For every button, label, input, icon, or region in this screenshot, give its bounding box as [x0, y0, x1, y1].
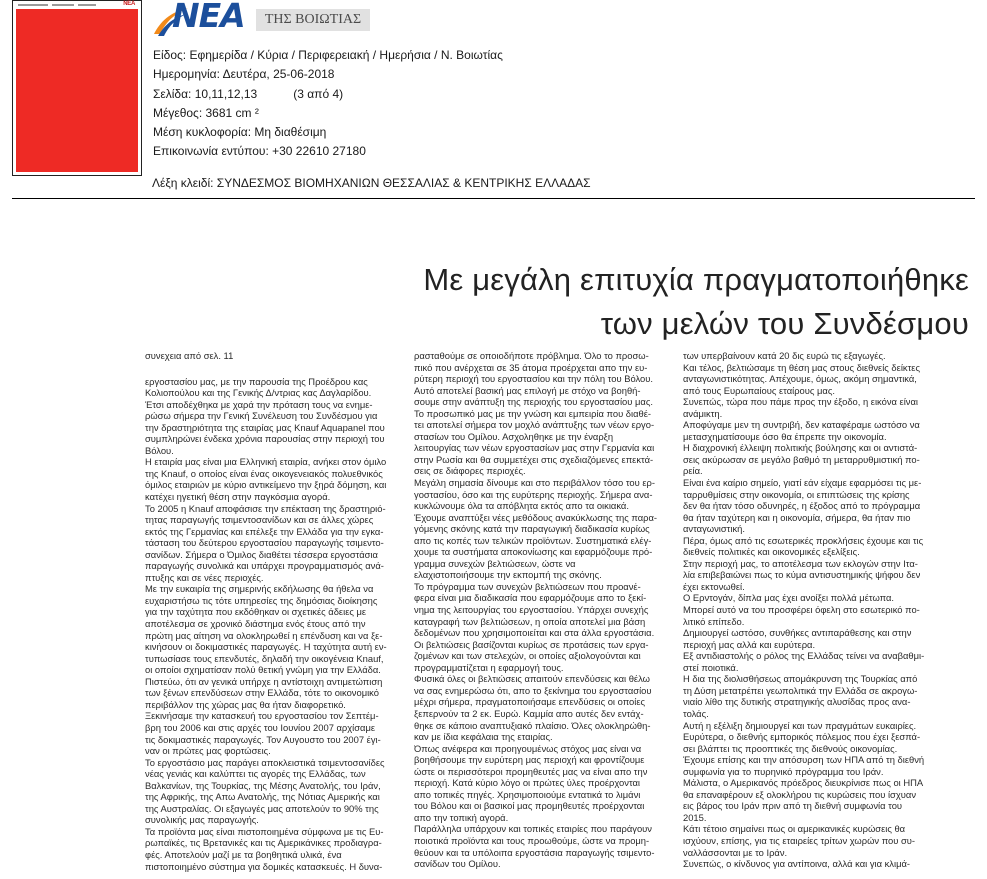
- article-column-1: [145, 350, 407, 879]
- article-text-line: της Αφρικής, της Απω Ανατολής, της Νότιας Αμερικής και: [145, 791, 380, 803]
- article-text-line: προγραμματίζεται η εφαρμογή τους.: [414, 661, 564, 673]
- article-text-line: γραμμα συνεχών βελτιώσεων, ώστε να: [414, 557, 576, 569]
- article-text-line: Ευρύτερα, ο διεθνής εμπορικός πόλεμος που έχει ξεσπά-: [683, 731, 921, 743]
- article-text-line: βοηθήσουμε την ευρύτερη μας περιοχή και φροντίζουμε: [414, 754, 645, 766]
- article-text-line: Το 2005 η Knauf αποφάσισε την επέκταση της δραστηριό-: [145, 502, 386, 514]
- article-text-line: ισχύουν, επίσης, για τις εταιρείες τρίτων χωρών που συ-: [683, 834, 916, 846]
- article-text-line: περιβάλλον της χώρας μας θα ήταν διαφορετικό.: [145, 698, 346, 710]
- article-text-line: Το προσωπικό μας με την γνώση και εμπειρία που διαθέ-: [414, 407, 652, 419]
- article-text-line: θεύουν και τα υπόλοιπα εργοστάσια παραγωγής τσιμεντο-: [414, 846, 655, 858]
- page-thumbnail[interactable]: [12, 0, 142, 176]
- article-text-line: εις βάρος του Ιράν πριν από τη διεθνή συμφωνία του: [683, 800, 903, 812]
- article-text-line: εκτός της Γερμανίας και επέλεξε την Ελλάδα για την εγκα-: [145, 525, 384, 537]
- meta-pages: [153, 85, 503, 104]
- article-text-line: κυκλώνουμε όλα τα απόβλητα εκτός απο τα οικιακά.: [414, 500, 629, 512]
- article-text-line: στασίων του Ομίλου. Ασχοληθηκε με την έναρξη: [414, 430, 614, 442]
- article-text-line: σουμε στην ανάπτυξη της περιοχής του εργοστασίου μας.: [414, 396, 653, 408]
- article-text-line: Πέρα, όμως από τις εσωτερικές προκλήσεις έχουμε και τις: [683, 534, 924, 546]
- article-text-line: εργοστασίου μας, με την παρουσία της Προέδρου κας: [145, 375, 368, 387]
- headline-line-1: Με μεγάλη επιτυχία πραγματοποιήθηκε: [423, 262, 969, 297]
- column-1-text: [145, 376, 407, 873]
- article-text-line: Το εργοστάσιο μας παράγει αποκλειστικά τσιμεντοσανίδες: [145, 756, 385, 768]
- article-text-line: κινήσουν οι δοκιμαστικές παραγωγές. Η ταχύτητα αυτή εν-: [145, 641, 387, 653]
- article-text-line: ελαχιστοποιήσουμε την εκπομπή της σκόνης.: [414, 569, 602, 581]
- article-text-line: Κολιοπούλου και της Γενικής Δ/ντριας κας Δαγλαρίδου.: [145, 387, 372, 399]
- article-text-line: μετασχηματίσουμε όσο θα έπρεπε την οικονομία.: [683, 430, 887, 442]
- article-text-line: πρώτη μας αίτηση να ολοκληρωθεί η επένδυση και να ξε-: [145, 629, 383, 641]
- article-text-line: Βαλκανίων, της Τουρκίας, της Μέσης Ανατολής, του Ιράν,: [145, 779, 381, 791]
- meta-keywords: Λέξη κλειδί: ΣΥΝΔΕΣΜΟΣ ΒΙΟΜΗΧΑΝΙΩΝ ΘΕΣΣΑΛΙΑΣ & ΚΕΝΤΡΙΚΗΣ ΕΛΛΑΔΑΣ: [152, 176, 591, 190]
- meta-circulation: Μέση κυκλοφορία: Μη διαθέσιμη: [153, 125, 327, 140]
- meta-date: Ημερομηνία: Δευτέρα, 25-06-2018: [153, 67, 335, 82]
- article-text-line: Βόλου.: [145, 444, 174, 456]
- article-text-line: τητας παραγωγής τσιμεντοσανίδων και σε άλλες χώρες: [145, 514, 374, 526]
- article-text-line: τάσταση του δεύτερου εργοστασίου παραγωγής τσιμεντο-: [145, 537, 384, 549]
- article-text-line: περιοχή μας αλλά και ευρύτερα.: [683, 638, 816, 650]
- article-text-line: πιστοποιημένο σύστημα για δομικές κατασκευές. Η δυνα-: [145, 860, 383, 872]
- article-text-line: αποτέλεσμα σε χρονικό διάστημα ενός έτους από την: [145, 618, 366, 630]
- logo-tagline: ΤΗΣ ΒΟΙΩΤΙΑΣ: [256, 9, 370, 31]
- thumbnail-cover-image: [16, 9, 138, 172]
- column-3-text: [683, 350, 951, 870]
- thumbnail-masthead-strip: [16, 2, 138, 8]
- article-text-line: τει αποτελεί σήμερα τον μοχλό ανάπτυξης των νέων εργο-: [414, 419, 655, 431]
- article-text-line: ευχαριστήσω τις τότε υπηρεσίες της δημόσιας διοίκησης: [145, 594, 378, 606]
- article-column-2: [414, 350, 676, 879]
- article-text-line: Δημιουργεί ωστόσο, συνθήκες αντιπαράθεσης και στην: [683, 627, 912, 639]
- article-text-line: ναν οι πρώτες μας φορτώσεις.: [145, 745, 271, 757]
- meta-pages-count: (3 από 4): [293, 86, 344, 101]
- article-text-line: τολάς.: [683, 707, 709, 719]
- article-text-line: ταρρυθμίσεις στην οικονομία, οι επιπτώσεις της κρίσης: [683, 488, 910, 500]
- article-column-3: [683, 350, 951, 879]
- article-text-line: Πιστεύω, ότι αν γενικά υπήρχε η αντίστοιχη αντιμετώπιση: [145, 675, 383, 687]
- article-text-line: Παράλληλα υπάρχουν και τοπικές εταιρίες που παράγουν: [414, 823, 652, 835]
- article-text-line: Οι βελτιώσεις βασίζονται κυρίως σε προτάσεις των εργα-: [414, 638, 649, 650]
- meta-contact: Επικοινωνία εντύπου: +30 22610 27180: [153, 144, 366, 159]
- article-text-line: λία επιβεβαιώνει πως το κύμα αντισυστημικής ψήφου δεν: [683, 569, 921, 581]
- article-text-line: Έχουμε αναπτύξει νέες μεθόδους ανακύκλωσης της παρα-: [414, 511, 657, 523]
- article-text-line: Αυτό αποτελεί βασική μας επιλογή με στόχο να βοηθή-: [414, 384, 641, 396]
- article-text-line: σανίδων. Σήμερα ο Όμιλος διαθέτει τέσσερα εργοστάσια: [145, 548, 378, 560]
- article-text-line: συμφωνία για το πυρηνικό πρόγραμμα του Ιράν.: [683, 765, 884, 777]
- article-text-line: Φυσικά όλες οι βελτιώσεις απαιτούν επενδύσεις και θέλω: [414, 673, 650, 685]
- article-text-line: Έτσι αποδέχθηκα με χαρά την πρόταση τους να ενημε-: [145, 398, 373, 410]
- article-text-line: των υπερβαίνουν κατά 20 δις ευρώ τις εξαγωγές.: [683, 350, 886, 361]
- article-text-line: ρωπαϊκές, τις Βρετανικές και τις Αμερικάνικες προδιαγρα-: [145, 837, 382, 849]
- article-text-line: φές. Αποτελούν μαζί με τα βοηθητικά υλικά, ένα: [145, 848, 342, 860]
- article-text-line: σει βλάπτει τις προοπτικές της διεθνούς οικονομίας.: [683, 742, 898, 754]
- article-text-line: ανταγωνιστική.: [683, 523, 745, 535]
- article-text-line: μέχρι σήμερα, πραγματοποιήσαμε επενδύσεις οι οποίες: [414, 696, 646, 708]
- article-text-line: λιτικό επίπεδο.: [683, 615, 745, 627]
- article-text-line: ρασταθούμε σε οποιοδήποτε πρόβλημα. Όλο το προσω-: [414, 350, 649, 361]
- article-text-line: ναλλάσσονται με το Ιράν.: [683, 846, 788, 858]
- article-text-line: 2015.: [683, 811, 707, 823]
- article-text-line: γόμενης σκόνης κατά την παραγωγική διαδικασία κυρίως: [414, 523, 650, 535]
- article-text-line: τυπωσίασε τους επενδυτές, δηλαδή την οικογένεια Knauf,: [145, 652, 384, 664]
- article-text-line: στεί ποιοτικά.: [683, 661, 739, 673]
- article-text-line: ανταγωνιστικότητας. Απέχουμε, όμως, ακόμη σημαντικά,: [683, 373, 917, 385]
- article-text-line: κατέχει ηγετική θέση στην παγκόσμια αγορά.: [145, 491, 331, 503]
- article-text-line: Μπορεί αυτό να του προσφέρει όφελη στο εσωτερικό πο-: [683, 604, 920, 616]
- article-text-line: νέας γενιάς και καλύπτει τις αγορές της Ελλάδας, των: [145, 768, 366, 780]
- article-text-line: Συνεπώς, ο κίνδυνος για αντίποινα, αλλά και για κλιμά-: [683, 858, 911, 870]
- article-text-line: απο τις κοπές των τελικών προϊόντων. Συστηματικά ελέγ-: [414, 534, 652, 546]
- article-text-line: βρη του 2006 και στις αρχές του Ιουνίου 2007 αρχίσαμε: [145, 721, 376, 733]
- meta-type: Είδος: Εφημερίδα / Κύρια / Περιφερειακή / Ημερήσια / Ν. Βοιωτίας: [153, 48, 503, 62]
- article-text-line: σεις σε διάφορες περιοχές.: [414, 465, 526, 477]
- article-text-line: ζομένων και των στελεχών, οι οποίες αξιολογούνται και: [414, 650, 641, 662]
- article-text-line: θα ήταν ταχύτερη και η οικονομία, σήμερα, θα ήταν πιο: [683, 511, 911, 523]
- article-text-line: Η δια της διολισθήσεως απομάκρυνση της Τουρκίας από: [683, 673, 918, 685]
- article-text-line: Μεγάλη σημασία δίνουμε και στο περιβάλλον τόσο του ερ-: [414, 477, 655, 489]
- article-text-line: συμπληρώνει ένδεκα χρόνια παρουσίας στην περιοχή του: [145, 433, 385, 445]
- article-text-line: του Βόλου και οι βασικοί μας προμηθευτές προέρχονται: [414, 800, 645, 812]
- article-text-line: νημα της λειτουργίας του εργοστασίου. Υπάρχει συνεχής: [414, 604, 649, 616]
- article-text-line: από τους Ευρωπαίους εταίρους μας.: [683, 384, 835, 396]
- article-text-line: όμιλος εταιριών με κύριο αντικείμενο την ξηρά δόμηση, και: [145, 479, 387, 491]
- article-text-line: Ο Ερντογάν, δίπλα μας έχει ανοίξει πολλά μέτωπα.: [683, 592, 895, 604]
- article-text-line: Το πρόγραμμα των συνεχών βελτιώσεων που προανέ-: [414, 580, 641, 592]
- article-text-line: δεν θα ήταν τόσο οδυνηρές, η έξοδος από το πρόγραμμα: [683, 500, 921, 512]
- article-text-line: ρώσω σήμερα την Γενική Συνέλευση του Συνδέσμου για: [145, 410, 378, 422]
- article-text-line: ποιοτικά προϊόντα και τους προωθούμε, ώστε να προμη-: [414, 834, 650, 846]
- article-text-line: ανάμικτη.: [683, 407, 723, 419]
- article-text-line: θηκε σε κάποιο αναπτυξιακό πλαίσιο. Όλες ολοκληρώθη-: [414, 719, 651, 731]
- article-text-line: την δραστηριότητα της εταιρίας μας Knauf Aquapanel που: [145, 421, 385, 433]
- article-text-line: νιαίο λίθο της δυτικής στρατηγικής αλυσίδας προς ανα-: [683, 696, 911, 708]
- article-text-line: έχει εκτονωθεί.: [683, 580, 745, 592]
- clipping-metadata: [153, 46, 503, 162]
- article-text-line: Όπως ανέφερα και προηγουμένως στόχος μας είναι να: [414, 742, 642, 754]
- article-text-line: στην Ρωσία και θα συμμετέχει στις σχεδιαζόμενες επεκτά-: [414, 453, 654, 465]
- article-text-line: ώστε οι περισσότεροι προμηθευτές μας να είναι απο την: [414, 765, 648, 777]
- article-text-line: Κάτι τέτοιο σημαίνει πως οι αμερικανικές κυρώσεις θα: [683, 823, 906, 835]
- article-text-line: Έχουμε επίσης και την απόσυρση των ΗΠΑ από τη διεθνή: [683, 754, 925, 766]
- article-text-line: Και τέλος, βελτιώσαμε τη θέση μας στους διεθνείς δείκτες: [683, 361, 920, 373]
- article-text-line: σανίδων του Ομίλου.: [414, 858, 501, 870]
- article-text-line: Αυτή η εξέλιξη δημιουργεί και των πραγμάτων ευκαιρίες.: [683, 719, 917, 731]
- article-text-line: ρεία.: [683, 465, 703, 477]
- thumbnail-masthead-label: NEA: [123, 1, 135, 7]
- continued-note: συνεχεια από σελ. 11: [145, 350, 234, 361]
- article-text-line: οι οποίοι σχηματίσαν πολύ θετική γνώμη για την Ελλάδα.: [145, 664, 381, 676]
- header-divider: [12, 198, 975, 199]
- meta-pages-list: Σελίδα: 10,11,12,13: [153, 86, 258, 101]
- headline-line-2: των μελών του Συνδέσμου: [600, 306, 969, 341]
- article-text-line: για την ταχύτητα που εκδόθηκαν οι σχετικές άδειες με: [145, 606, 367, 618]
- article-text-line: των ξένων επενδύσεων στην Ελλάδα, τότε το οικονομικό: [145, 687, 379, 699]
- article-text-line: σεις ακύρωσαν σε μεγάλο βαθμό τη μεταρρυθμιστική πο-: [683, 453, 920, 465]
- article-text-line: συνολικής μας παραγωγής.: [145, 814, 259, 826]
- article-text-line: Τα προϊόντα μας είναι πιστοποιημένα σύμφωνα με τις Ευ-: [145, 825, 384, 837]
- article-text-line: τη Δύση μετατρέπει γεωπολιτικά την Ελλάδα σε ακρογω-: [683, 684, 918, 696]
- article-text-line: περιοχή. Κατά κύριο λόγο οι πρώτες ύλες προέρχονται: [414, 777, 641, 789]
- article-text-line: καν με ίδια κεφάλαια της εταιρίας.: [414, 731, 553, 743]
- article-text-line: της Αυστραλίας. Οι εξαγωγές μας αποτελούν το 90% της: [145, 802, 379, 814]
- article-text-line: Η εταιρία μας είναι μια Ελληνική εταιρία, ανήκει στον όμιλο: [145, 456, 387, 468]
- article-text-line: πτυξης και σε νέες περιοχές.: [145, 571, 264, 583]
- article-text-line: ρύτερη περιοχή του εργοστασίου και την πόλη του Βόλου.: [414, 373, 653, 385]
- article-text-line: λειτουργίας των νέων εργοστασίων μας στην Γερμανία και: [414, 442, 655, 454]
- article-text-line: απο την τοπική αγορά.: [414, 811, 509, 823]
- article-text-line: Ξεκινήσαμε την κατασκευή του εργοστασίου τον Σεπτέμ-: [145, 710, 379, 722]
- article-text-line: Είναι ένα καίριο σημείο, γιατί εάν είχαμε εφαρμόσει τις με-: [683, 477, 922, 489]
- article-text-line: πικό που ανέρχεται σε 35 άτομα προέρχεται απο την ευ-: [414, 361, 648, 373]
- article-text-line: Μάλιστα, ο Αμερικανός πρόεδρος διευκρίνισε πως οι ΗΠΑ: [683, 777, 924, 789]
- article-text-line: Η διαχρονική έλλειψη πολιτικής βούλησης και οι αντιστά-: [683, 442, 918, 454]
- article-text-line: Συνεπώς, τώρα που πάμε προς την έξοδο, η εικόνα είναι: [683, 396, 919, 408]
- article-text-line: Εξ αντιδιαστολής ο ρόλος της Ελλάδας τείνει να αναβαθμι-: [683, 650, 925, 662]
- article-text-line: της Knauf, ο οποίος είναι ένας οικογενειακός πολυεθνικός: [145, 467, 383, 479]
- article-text-line: διεθνείς πολιτικές και οικονομικές εξελίξεις.: [683, 546, 860, 558]
- article-text-line: να σας ενημερώσω ότι, απο το ξεκίνημα του εργοστασίου: [414, 684, 652, 696]
- article-text-line: γοστασίου, όσο και της ευρύτερης περιοχής. Σήμερα ανα-: [414, 488, 653, 500]
- article-text-line: Στην περιοχή μας, το αποτέλεσμα των εκλογών στην Ιτα-: [683, 557, 918, 569]
- meta-size: Μέγεθος: 3681 cm ²: [153, 105, 259, 120]
- article-text-line: ξεπερνούν τα 2 εκ. Ευρώ. Καμμία απο αυτές δεν εντάχ-: [414, 707, 644, 719]
- article-text-line: φερα είναι μια διαδικασία που εφαρμόζουμε απο το ξεκί-: [414, 592, 647, 604]
- article-text-line: Με την ευκαιρία της σημερινής εκδήλωσης θα ήθελα να: [145, 583, 374, 595]
- newspaper-logo: [152, 2, 370, 38]
- article-text-line: παραγωγής συνολικά και υπάρχει προγραμματισμός ανά-: [145, 560, 384, 572]
- article-text-line: χουμε τα συστήματα αποκονίωσης και εφαρμόζουμε πρό-: [414, 546, 653, 558]
- article-text-line: τις δοκιμαστικές παραγωγές. Τον Αυγουστο του 2007 έγι-: [145, 733, 381, 745]
- article-text-line: καταγραφή των βελτιώσεων, η οποία αποτελεί μια βάση: [414, 615, 646, 627]
- article-text-line: απο τοπικές πηγές. Χρησιμοποιούμε εντατικά το λιμάνι: [414, 788, 641, 800]
- article-text-line: δεδομένων που χρησιμοποιείται και στα άλλα εργοστάσια.: [414, 627, 655, 639]
- article-text-line: θα επαναφέρουν εξ ολοκλήρου τις κυρώσεις που ίσχυαν: [683, 788, 917, 800]
- article-headline: [423, 258, 969, 346]
- article-text-line: Αποφύγαμε μεν τη συντριβή, δεν καταφέραμε ωστόσο να: [683, 419, 920, 431]
- column-2-text: [414, 350, 676, 870]
- logo-brand: ΝΕΑ: [172, 0, 245, 35]
